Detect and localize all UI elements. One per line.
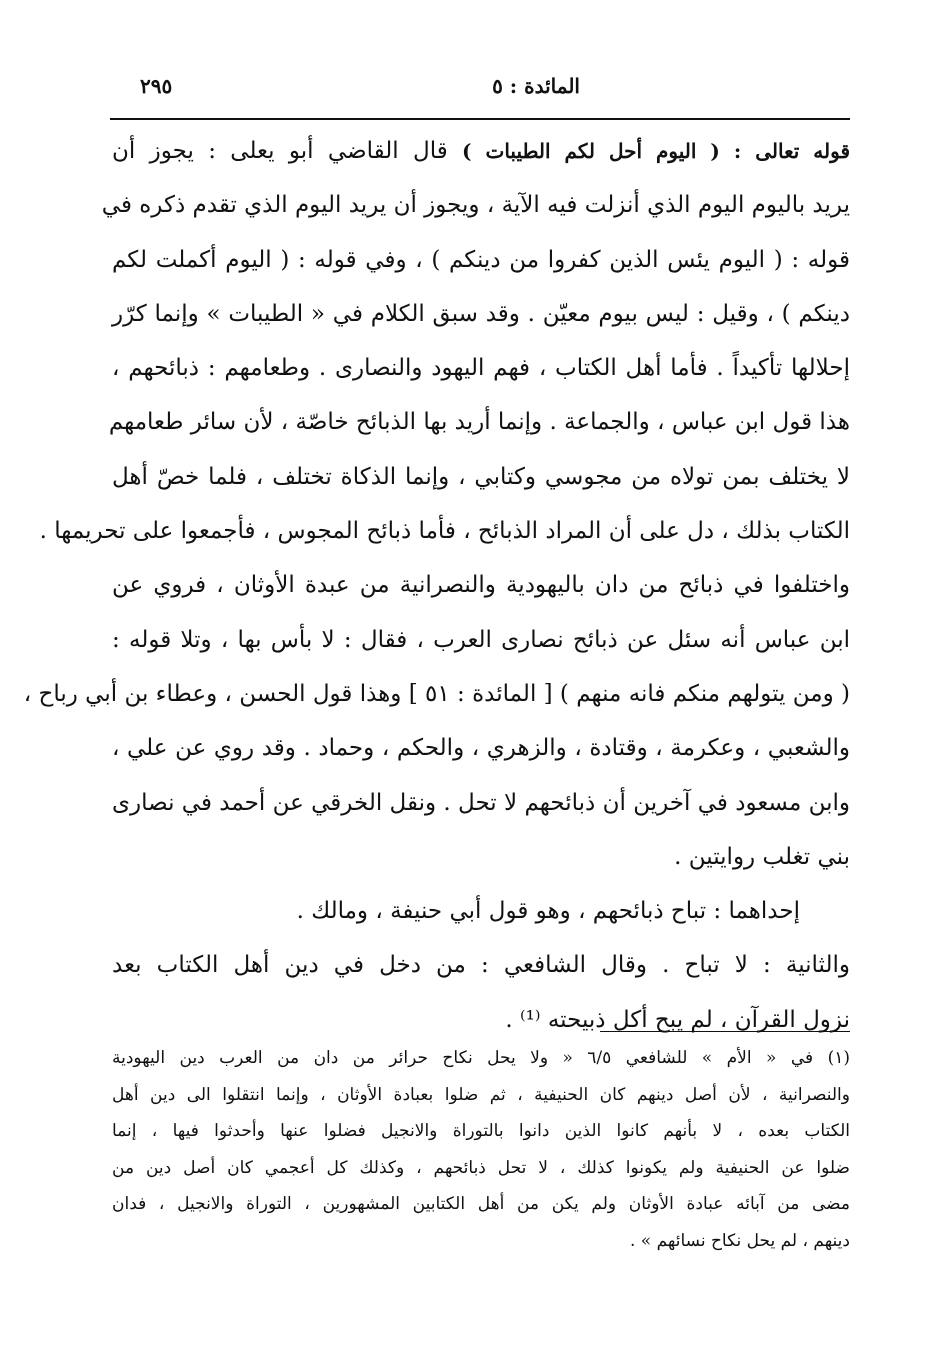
text-line: واختلفوا في ذبائح من دان باليهودية والنصرانية من عبدة الأوثان ، فروي عن <box>112 572 850 599</box>
text-line: بني تغلب روايتين . <box>674 843 850 870</box>
page-number: ٢٩٥ <box>140 74 173 98</box>
footnote-line: مضى من آبائه عبادة الأوثان ولم يكن من أهل الكتابين المشهورين ، التوراة والانجيل ، فدان <box>112 1194 850 1214</box>
footnote-line: دينهم ، لم يحل نكاح نسائهم » . <box>629 1230 850 1251</box>
footnote-line: ضلوا عن الحنيفية ولم يكونوا كذلك ، لا تحل ذبائحهم ، وكذلك كل أعجمي كان أصل دين من <box>112 1157 850 1178</box>
verse-lead: قوله تعالى : ( اليوم أحل لكم الطيبات ) <box>462 139 851 163</box>
text-line: قوله تعالى : ( اليوم أحل لكم الطيبات ) قال القاضي أبو يعلى : يجوز أن <box>112 138 851 164</box>
text-line: لا يختلف بمن تولاه من مجوسي وكتابي ، وإنما الذكاة تختلف ، فلما خصّ أهل <box>112 463 850 490</box>
text-line: ابن عباس أنه سئل عن ذبائح نصارى العرب ، فقال : لا بأس بها ، وتلا قوله : <box>112 626 850 653</box>
surah-title: المائدة : ٥ <box>492 74 580 98</box>
footnote-line: والنصرانية ، لأن أصل دينهم كان الحنيفية ، ثم ضلوا بعبادة الأوثان ، وإنما انتقلوا الى دين أهل <box>112 1084 850 1105</box>
text-line: إحلالها تأكيداً . فأما أهل الكتاب ، فهم اليهود والنصارى . وطعامهم : ذبائحهم ، <box>112 355 850 382</box>
footnotes <box>112 1040 850 1259</box>
main-text <box>23 124 851 1047</box>
text-line: قوله : ( اليوم يئس الذين كفروا من دينكم ) ، وفي قوله : ( اليوم أكملت لكم <box>112 246 850 273</box>
footnote-line: الكتاب بعده ، لا بأنهم كانوا الذين دانوا بالتوراة والانجيل فضلوا عنها وأحدثوا فيها ، إنما <box>112 1121 850 1141</box>
text-line: وابن مسعود في آخرين أن ذبائحهم لا تحل . ونقل الخرقي عن أحمد في نصارى <box>112 789 850 816</box>
text-line: هذا قول ابن عباس ، والجماعة . وإنما أريد بها الذبائح خاصّة ، لأن سائر طعامهم <box>108 409 850 436</box>
running-header <box>110 70 850 110</box>
text-line: دينكم ) ، وقيل : ليس بيوم معيّن . وقد سبق الكلام في « الطيبات » وإنما كرّر <box>112 300 850 327</box>
header-rule <box>110 118 850 120</box>
text-line: الكتاب بذلك ، دل على أن المراد الذبائح ، فأما ذبائح المجوس ، فأجمعوا على تحريمها . <box>39 518 850 545</box>
text-line: يريد باليوم اليوم الذي أنزلت فيه الآية ، ويجوز أن يريد اليوم الذي تقدم ذكره في <box>101 192 850 219</box>
text-line: نزول القرآن ، لم يبح أكل ذبيحته ⁽¹⁾ . <box>505 1006 850 1033</box>
footnote-rule <box>600 1031 850 1032</box>
text-line: إحداهما : تباح ذبائحهم ، وهو قول أبي حنيفة ، ومالك . <box>296 898 800 925</box>
text-line: ( ومن يتولهم منكم فانه منهم ) [ المائدة : ٥١ ] وهذا قول الحسن ، وعطاء بن أبي رباح ، <box>23 680 850 707</box>
text-line: والشعبي ، وعكرمة ، وقتادة ، والزهري ، والحكم ، وحماد . وقد روي عن علي ، <box>112 735 850 762</box>
text-line: والثانية : لا تباح . وقال الشافعي : من دخل في دين أهل الكتاب بعد <box>112 952 850 979</box>
footnote-line: (١) في « الأم » للشافعي ٦/٥ « ولا يحل نكاح حرائر من دان من العرب دين اليهودية <box>112 1048 850 1068</box>
